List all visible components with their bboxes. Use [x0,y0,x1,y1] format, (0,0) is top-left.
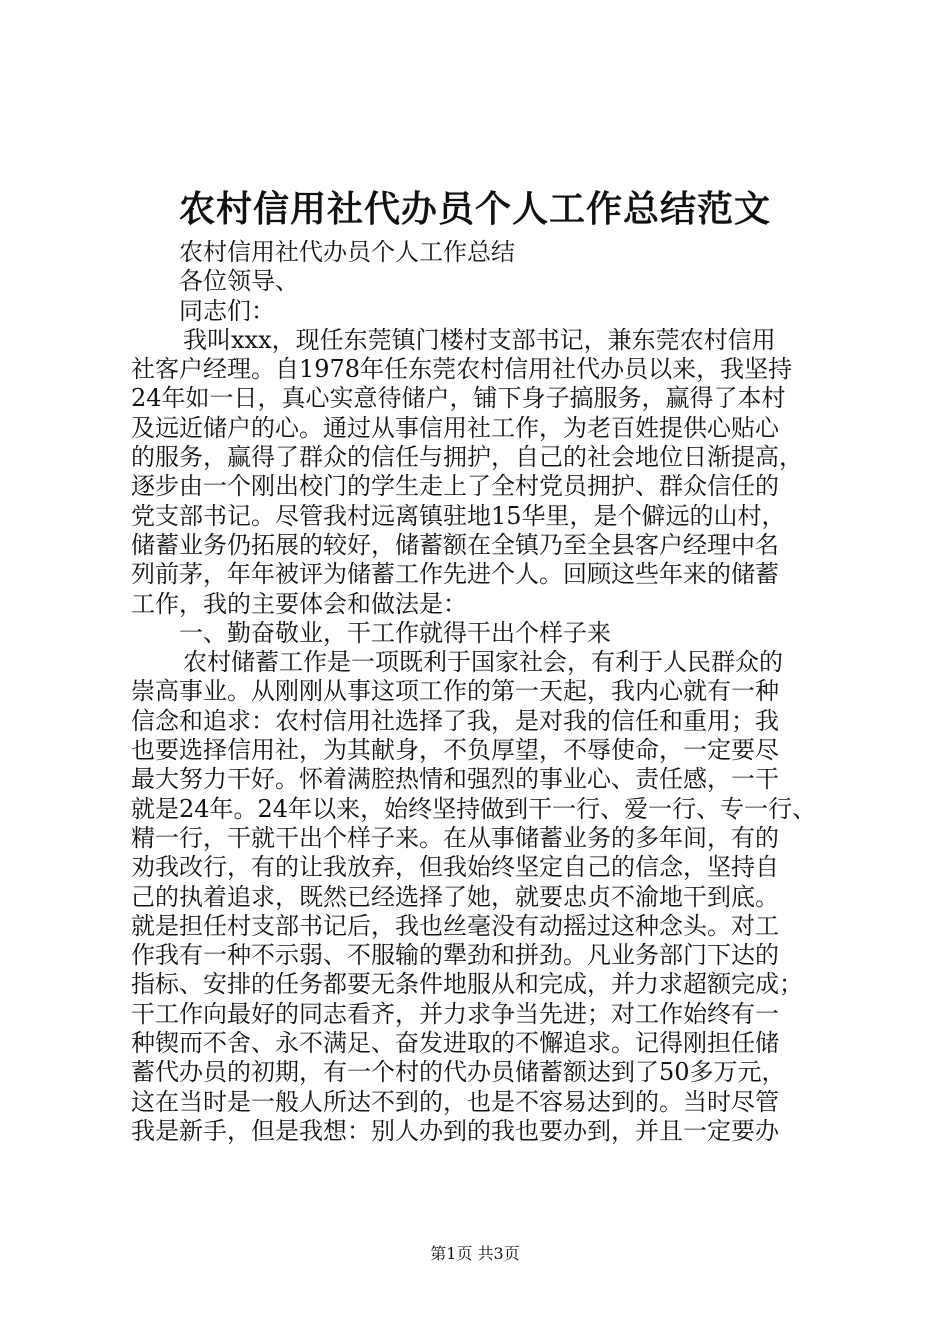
document-title: 农村信用社代办员个人工作总结范文 [178,188,771,230]
page-footer: 第1页 共3页 [430,1244,520,1263]
paragraph-line: 崇高事业。从刚刚从事这项工作的第一天起，我内心就有一种 [131,677,779,706]
paragraph-line: 就是担任村支部书记后，我也丝毫没有动摇过这种念头。对工 [131,911,779,940]
paragraph-line: 种锲而不舍、永不满足、奋发进取的不懈追求。记得刚担任储 [131,1029,779,1058]
paragraph-line: 的服务，赢得了群众的信任与拥护，自己的社会地位日渐提高， [131,443,803,472]
paragraph-line: 工作，我的主要体会和做法是： [131,589,467,618]
paragraph-line: 社客户经理。自1978年任东莞农村信用社代办员以来，我坚持 [131,355,793,384]
document-body [131,238,831,1146]
subtitle-line: 农村信用社代办员个人工作总结 [179,238,515,266]
salutation-line: 各位领导、 [179,267,299,296]
paragraph-line: 最大努力干好。怀着满腔热情和强烈的事业心、责任感，一干 [131,765,779,794]
paragraph-line: 就是24年。24年以来，始终坚持做到干一行、爱一行、专一行、 [131,794,817,823]
paragraph-line: 己的执着追求，既然已经选择了她，就要忠贞不渝地干到底。 [131,882,779,911]
paragraph-line: 干工作向最好的同志看齐，并力求争当先进；对工作始终有一 [131,999,779,1028]
paragraph-line: 党支部书记。尽管我村远离镇驻地15华里，是个僻远的山村， [131,501,786,530]
paragraph-line: 农村储蓄工作是一项既利于国家社会，有利于人民群众的 [183,648,783,677]
paragraph-line: 我叫xxx，现任东莞镇门楼村支部书记，兼东莞农村信用 [183,325,776,354]
paragraph-line: 24年如一日，真心实意待储户，铺下身子搞服务，赢得了本村 [131,384,786,413]
paragraph-line: 指标、安排的任务都要无条件地服从和完成，并力求超额完成； [131,970,803,999]
section-heading: 一、勤奋敬业，干工作就得干出个样子来 [179,618,611,647]
paragraph-line: 及远近储户的心。通过从事信用社工作，为老百姓提供心贴心 [131,413,779,442]
paragraph-line: 蓄代办员的初期，有一个村的代办员储蓄额达到了50多万元， [131,1058,786,1087]
paragraph-line: 劝我改行，有的让我放弃，但我始终坚定自己的信念，坚持自 [131,853,779,882]
paragraph-line: 这在当时是一般人所达不到的，也是不容易达到的。当时尽管 [131,1087,779,1116]
salutation-line: 同志们： [179,296,275,325]
paragraph-line: 储蓄业务仍拓展的较好，储蓄额在全镇乃至全县客户经理中名 [131,530,779,559]
paragraph-line: 逐步由一个刚出校门的学生走上了全村党员拥护、群众信任的 [131,472,779,501]
paragraph-line: 列前茅，年年被评为储蓄工作先进个人。回顾这些年来的储蓄 [131,560,779,589]
paragraph-line: 精一行，干就干出个样子来。在从事储蓄业务的多年间，有的 [131,823,779,852]
paragraph-line: 作我有一种不示弱、不服输的犟劲和拼劲。凡业务部门下达的 [131,941,779,970]
paragraph-line: 我是新手，但是我想：别人办到的我也要办到，并且一定要办 [131,1116,779,1145]
paragraph-line: 信念和追求：农村信用社选择了我，是对我的信任和重用；我 [131,706,779,735]
paragraph-line: 也要选择信用社，为其献身，不负厚望，不辱使命，一定要尽 [131,736,779,765]
